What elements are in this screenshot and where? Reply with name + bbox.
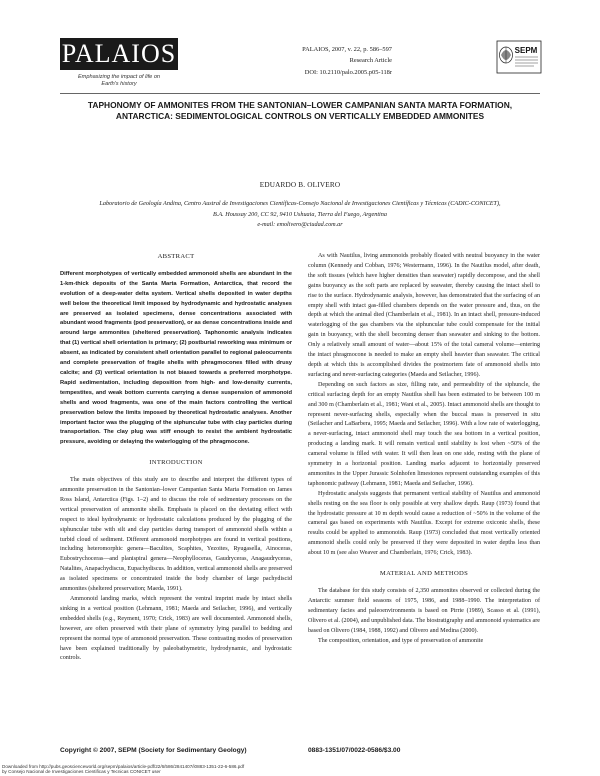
article-title: TAPHONOMY OF AMMONITES FROM THE SANTONIAN–LOWER CAMPANIAN SANTA MARTA FORMATION, ANTARCTICA: SEDIMENTOLOGICAL CONTROLS ON VERTICALLY EMBEDDED AMMONITES [87,100,513,122]
download-note [2,764,598,775]
header-rule [60,93,540,94]
right-column [308,252,540,646]
journal-logo [60,38,178,88]
issn-code: 0883-1351/07/0022-0586/$3.00 [308,747,401,754]
tagline-line-2: Earth's history [101,81,137,87]
body-paragraph-1: As with Nautilus, living ammonoids probably floated with neutral buoyancy in the water column (Kennedy and Cobban, 1976; Westermann, 1996). In the Nautilus model, after death, the soft tissues (which have higher densities than seawater) rapidly decompose, and the shell gains buoyancy as the soft parts are replaced by seawater, thereby causing the intact shell to rise to the surface. Hydrodynamic analysis, however, has demonstrated that the surfacing of an empty shell with intact gas-filled chambers depends on the water pressure and, thus, on the depth at which the animal died (Chamberlain et al., 1981). In an intact shell, pressure-induced waterlogging of the gas chambers via the siphuncular tube could compensate for the initial gain in buoyancy, with the shell becoming denser than seawater and sinking to the bottom. Only a relatively small amount of water—about 15% of the total cameral volume—entering the intact phragmocone is needed to make an empty shell heavier than seawater. The critical depth at which this is accomplished divides the postmortem fate of ammonoid shells into surfacing and never-surfacing categories (Maeda and Seilacher, 1996). [308,253,540,378]
sepm-logo [496,40,542,74]
left-column [60,252,292,664]
article-type: Research Article [349,57,392,65]
download-user-line: by Consejo Nacional de Investigaciones Cientificas y Tecnicas CONICET user [2,769,161,775]
doi: DOI: 10.2110/palo.2005.p05-118r [304,68,392,76]
download-url-line[interactable]: Downloaded from http://pubs.geoscienceworld.org/sepm/palaios/article-pdf/22/6/586/2841407/i0883-1351-22-6-586.pdf [2,764,245,769]
sepm-logo-text: SEPM [514,46,538,55]
citation: PALAIOS, 2007, v. 22, p. 586–597 [302,46,392,53]
affiliation-email: e-mail: emolivero@ciudad.com.ar [257,221,343,229]
methods-heading: MATERIAL AND METHODS [379,570,469,578]
affiliation-line-2: B.A. Houssay 200, CC 92, 9410 Ushuaia, Tierra del Fuego, Argentina [213,210,387,218]
body-paragraph-3: Hydrostatic analysis suggests that permanent vertical stability of Nautilus and ammonoid shells resting on the sea floor is only possible at very shallow depth. Raup (1973) found that the hydrostatic pressure at 10 m depth would cause a reduction of ~50% in the volume of the cameral gas based on experiments with Nautilus. Except for extreme oxiconic shells, these results could be applied to ammonoids. Raup (1973) concluded that most vertically oriented ammonoid shells could only be preserved if they were deposited in water depths less than about 10 m (see also Weaver and Chamberlain, 1976; Crick, 1983). [308,490,540,557]
introduction-paragraph-1: The main objectives of this study are to describe and interpret the different types of ammonite preservation in the Santonian–lower Campanian Santa Marta Formation on James Ross Island, Antarctica (Figs. 1–2) and to discuss the role of sedimentary processes on the vertical preservation of ammonite shells. Emphasis is placed on the deviating effect with respect to ideal hydrodynamic or hydrostatic calculations produced by the plugging of the siphuncular tube with silt and clay particles during transport of ammonoid shells within a turbid cloud of sediment. Different ammonoid morphotypes are found in vertical positions, including heteromorphic genera—Baculites, Scaphites, Yezoites, Ryugasella, Ainoceras, Eubostrychoceras—and planispiral genera—Neophylloceras, Gaudryceras, Anagaudryceras, Natalites, Anapachydiscus, Eupachydiscus. In addition, vertical ammonoid shells are preserved as isolated specimens or concentrated inside the body chamber of large pachydiscid ammonites (sheltered preservation; Maeda, 1991). [60,477,293,593]
methods-paragraph-2: The composition, orientation, and type of preservation of ammonite [318,637,484,644]
copyright-notice: Copyright © 2007, SEPM (Society for Sedimentary Geology) [60,747,247,754]
journal-tagline [60,74,178,88]
author-name: EDUARDO B. OLIVERO [259,181,341,189]
tagline-line-1: Emphasizing the impact of life on [77,74,161,80]
introduction-heading: INTRODUCTION [149,459,203,467]
article-meta [232,44,392,78]
methods-paragraph-1: The database for this study consists of 2,350 ammonites observed or collected during the Antarctic summer field seasons of 1975, 1986, and 1988–1990. The interpretation of sedimentary facies and paleoenvironments is based on Pirrie (1989), Scasso et al. (1991), Olivero et al. (2004), and unpublished data. The biostratigraphy and ammonoid systematics are based on Olivero (1984, 1988, 1992) and Olivero and Medina (2000). [308,588,540,634]
abstract-text: Different morphotypes of vertically embedded ammonoid shells are abundant in the 1-km-thick deposits of the Santa Marta Formation, Antarctica, that record the evolution of a deep-water delta system. Vertical shells deposited in water depths well below the theoretical limit imposed by hydrodynamic and hydrostatic analyses are preserved as isolated specimens, dense concentrations associated with abundant wood fragments (pod preservation), or as dense concentrations inside and around large ammonites (sheltered preservation). Taphonomic analysis indicates that (1) vertical shell orientation is primary; (2) postburial reworking was minimum or absent, as indicated by consistent shell orientation parallel to regional paleocurrents and complete preservation of fragile shells with phragmocones filled with drusy calcite; and (3) vertical orientation is not biased towards a preferred morphotype. Rapid sedimentation, including deposition from high- and low-density currents, tempestites, and weak bottom currents carrying a dense suspension of ammonoid shells and wood fragments, was one of the main factors controlling the vertical preservation below the limits imposed by theoretical hydrostatic analyses. Another important factor was the plugging of the siphuncular tube with clay particles during transportation. The clay plug was stiff enough to resist the ambient hydrostatic pressure, avoiding or delaying the waterlogging of the phragmocone. [60,270,292,446]
journal-name: PALAIOS [61,39,177,68]
affiliation-line-1: Laboratorio de Geología Andina, Centro Austral de Investigaciones Científicas-Consejo Nacional de Investigaciones Científicas y Técnicas (CADIC-CONICET), [99,200,501,207]
body-paragraph-2: Depending on such factors as size, filling rate, and permeability of the siphuncle, the critical surfacing depth for an empty Nautilus shell has been estimated to be between 100 m and 300 m (Chamberlain et al., 1981; Wani et al., 2005). Intact ammonoid shells are thought to represent never-surfacing shells, especially when the buccal mass is preserved in situ (Seilacher and LaBarbera, 1995; Maeda and Seilacher, 1996). With a low rate of waterlogging, a never-surfacing, intact ammonoid shell may touch the sea bottom in a vertical position, producing a landing mark. It will remain vertical until stability is lost when ~50% of the cameral volume is filled with water. It will then lean on one side, resting with the plane of symmetry in a horizontal position. Landing marks adjacent to horizontally preserved ammonites in the Upper Jurassic Solnhofen limestones represent outstanding examples of this taphonomic pathway (Lehmann, 1981; Maeda and Seilacher, 1996). [308,381,540,487]
author-affiliation [80,199,520,231]
introduction-paragraph-2: Ammonoid landing marks, which represent the ventral imprint made by intact shells sinking in a vertical position (Lehmann, 1981; Maeda and Seilacher, 1996), and vertically embedded shells (e.g., Reyment, 1970; Crick, 1983) are well documented. Ammonoid shells, however, are often preserved with their plane of symmetry lying parallel to bedding and represent the normal type of ammonoid preservation. These contrasting modes of preservation have been explained traditionally by paleobathymetric, hydrodynamic, and hydrostatic controls. [60,596,292,662]
abstract-heading: ABSTRACT [157,253,195,260]
